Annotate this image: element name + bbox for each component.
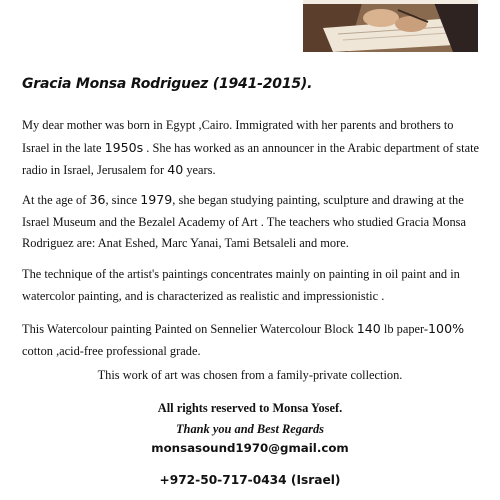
materials-paragraph [22, 318, 480, 362]
bio-text-c: years. [183, 163, 216, 177]
artist-painting-photo [303, 0, 478, 52]
artist-title: Gracia Monsa Rodriguez (1941-2015). [22, 76, 313, 92]
contact-phone[interactable]: +972-50-717-0434 (Israel) [159, 473, 341, 487]
studies-age: 36 [89, 192, 106, 207]
materials-text-c: cotton ,acid-free professional grade. [22, 343, 201, 358]
thanks-line: Thank you and Best Regards [175, 422, 325, 436]
studies-text-b: , since [105, 193, 141, 207]
studies-paragraph [22, 189, 480, 255]
bio-years-number: 40 [167, 162, 184, 177]
contact-email[interactable]: monsasound1970@gmail.com [151, 441, 349, 455]
studies-text-c: , she began studying painting, sculpture and drawing at the Israel Museum and the Bezalel Academy of Art . The teachers who studied Gracia Monsa Rodriguez are: Anat Eshed, Marc Yanai, Tami Betsaleli and more. [22, 193, 466, 250]
studies-year: 1979 [140, 192, 173, 207]
bio-text-a: My dear mother was born in Egypt ,Cairo. Immigrated with her parents and brothers to Israel in the late [22, 118, 454, 155]
bio-decade: 1950s [104, 139, 144, 155]
paper-weight: 140 [356, 321, 381, 336]
materials-text-b: lb paper- [380, 322, 429, 336]
materials-text-a: This Watercolour painting Painted on Sennelier Watercolour Block [22, 322, 357, 336]
cotton-percent: 100% [428, 321, 465, 336]
rights-notice: All rights reserved to Monsa Yosef. [157, 401, 343, 415]
collection-note: This work of art was chosen from a family-private collection. [97, 368, 403, 382]
technique-paragraph: The technique of the artist's paintings concentrates mainly on painting in oil paint and in watercolor painting, and is characterized as realistic and impressionistic . [22, 267, 460, 303]
biography-paragraph [22, 115, 480, 182]
bio-text-b: . She has worked as an announcer in the Arabic department of state radio in Israel, Jerusalem for [22, 140, 480, 177]
studies-text-a: At the age of [22, 193, 90, 207]
